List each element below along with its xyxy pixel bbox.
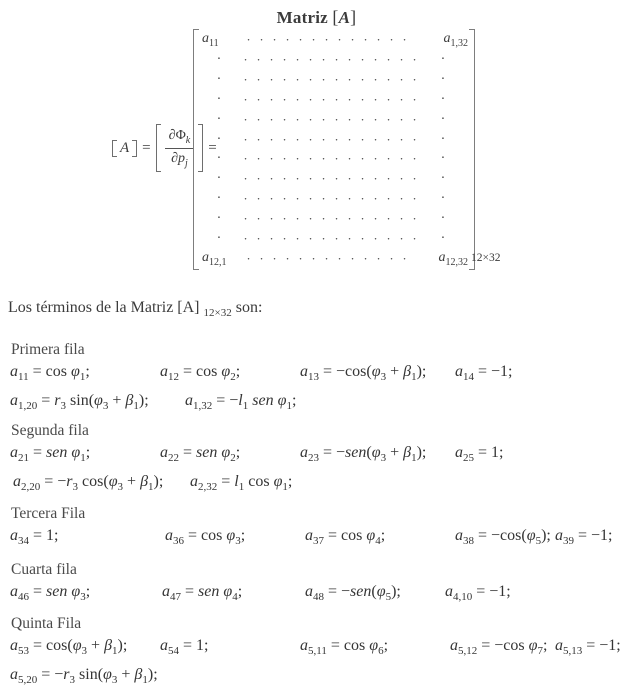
matrix-dot: ·: [363, 32, 368, 47]
matrix-terms-block: [0, 299, 633, 688]
matrix-term: $a_{14} = -1$;: [455, 363, 513, 384]
matrix-dot: ·: [243, 131, 248, 147]
matrix-dot: ·: [282, 191, 287, 207]
matrix-dot-run: [239, 211, 421, 227]
matrix-dot: ·: [324, 32, 329, 47]
equation-line: [0, 442, 633, 471]
matrix-dot: ·: [347, 171, 352, 187]
matrix-dot: ·: [269, 131, 274, 147]
matrix-dot: ·: [399, 51, 404, 67]
matrix-row: [199, 150, 469, 168]
matrix-dot-run: [239, 72, 421, 88]
matrix-row-section: [0, 615, 633, 688]
matrix-dot: ·: [386, 211, 391, 227]
matrix-dot: ·: [298, 32, 303, 47]
matrix-dot: ·: [295, 51, 300, 67]
matrix-dot: ·: [440, 211, 446, 227]
matrix-term: $a_{1,32} = -l_1$ sen $\varphi_1$;: [185, 391, 297, 412]
matrix-dot: ·: [269, 51, 274, 67]
title-bracketed-symbol: [332, 8, 356, 27]
matrix-dot: ·: [373, 51, 378, 67]
matrix-dot: ·: [308, 91, 313, 107]
matrix-term: $a_{2,32} = l_1$ $\cos \varphi_1$;: [190, 472, 293, 493]
matrix-dot: ·: [308, 51, 313, 67]
open-bracket: [: [332, 7, 339, 27]
matrix-dot: ·: [334, 51, 339, 67]
matrix-dot: ·: [282, 231, 287, 247]
matrix-dot: ·: [334, 191, 339, 207]
matrix-row-section: [0, 505, 633, 554]
matrix-dot-run: [239, 171, 421, 187]
row-heading: Tercera Fila: [11, 505, 86, 522]
matrix-dot: ·: [282, 131, 287, 147]
matrix-dot: ·: [321, 191, 326, 207]
matrix-dot: ·: [308, 191, 313, 207]
matrix-dot-run: [239, 231, 421, 247]
matrix-dot: ·: [412, 231, 417, 247]
matrix-dot: ·: [360, 231, 365, 247]
matrix-dot-run: [239, 92, 421, 108]
matrix-dot: ·: [412, 71, 417, 87]
matrix-body: [199, 29, 469, 270]
matrix-dot: ·: [334, 231, 339, 247]
matrix-term: $a_{47}$ = sen $\varphi_4$;: [162, 582, 243, 603]
bracketed-A: [112, 140, 137, 157]
matrix-dot: ·: [269, 171, 274, 187]
matrix-dot: ·: [373, 211, 378, 227]
matrix-term: $a_{46}$ = sen $\varphi_3$;: [10, 582, 91, 603]
matrix-dot: ·: [440, 71, 446, 87]
matrix-term: $a_{25} = 1$;: [455, 444, 504, 465]
matrix-dot: ·: [360, 131, 365, 147]
matrix-symbol: A: [338, 8, 351, 27]
matrix-dot: ·: [440, 151, 446, 167]
matrix-dot: ·: [282, 91, 287, 107]
matrix-term: $a_{39} = -1$;: [555, 527, 613, 548]
matrix-dot: ·: [373, 111, 378, 127]
matrix-dot: ·: [308, 211, 313, 227]
matrix-dot: ·: [216, 151, 222, 167]
matrix-dot: ·: [347, 91, 352, 107]
matrix-dot: ·: [256, 191, 261, 207]
matrix-dot: ·: [308, 151, 313, 167]
matrix-dot: ·: [269, 71, 274, 87]
matrix-dot: ·: [386, 171, 391, 187]
close-bracket: ]: [350, 7, 357, 27]
matrix-dot: ·: [321, 111, 326, 127]
equation-line: [0, 361, 633, 390]
matrix-dot: ·: [308, 111, 313, 127]
matrix-dot: ·: [321, 71, 326, 87]
matrix-term: $a_{11} = \cos \varphi_1$;: [10, 363, 90, 384]
matrix-dot: ·: [246, 32, 251, 47]
matrix-dot: ·: [334, 131, 339, 147]
matrix-dot: ·: [337, 250, 342, 266]
matrix-dot: ·: [269, 191, 274, 207]
matrix-term: $a_{53} = \cos(\varphi_3 + \beta_1)$;: [10, 637, 128, 658]
matrix-row: [199, 91, 469, 109]
matrix-term: $a_{36} = \cos \varphi_3$;: [165, 527, 246, 548]
matrix-dot: ·: [311, 250, 316, 266]
matrix-dot: ·: [295, 151, 300, 167]
matrix-dot: ·: [386, 51, 391, 67]
equation-line: [0, 390, 633, 419]
matrix-dot: ·: [386, 71, 391, 87]
matrix-dot: ·: [412, 51, 417, 67]
matrix-dot: ·: [389, 32, 394, 47]
matrix-dot: ·: [440, 131, 446, 147]
fraction-numerator: $\partial\Phi_k$: [165, 128, 195, 149]
matrix-dot: ·: [321, 51, 326, 67]
matrix-dot: ·: [259, 250, 264, 266]
matrix-term: $a_{2,20} = -r_3$ $\cos(\varphi_3 + \beta_1)$;: [13, 472, 164, 493]
matrix-dot: ·: [269, 111, 274, 127]
matrix-row: [199, 111, 469, 129]
matrix-term: $a_{5,20} = -r_3$ $\sin(\varphi_3 + \beta_1)$;: [10, 665, 158, 686]
matrix-dot: ·: [295, 131, 300, 147]
matrix-dot: ·: [295, 111, 300, 127]
matrix-dot: ·: [399, 171, 404, 187]
matrix-dot: ·: [308, 231, 313, 247]
row-heading: Quinta Fila: [11, 615, 82, 632]
matrix-dot: ·: [243, 91, 248, 107]
matrix-term: $a_{5,13} = -1$;: [555, 637, 621, 658]
matrix-dot: ·: [256, 71, 261, 87]
matrix-row: [199, 131, 469, 149]
matrix-dot: ·: [386, 151, 391, 167]
matrix-dot: ·: [412, 151, 417, 167]
equals-sign: =: [142, 139, 151, 156]
matrix-dot: ·: [386, 231, 391, 247]
matrix-dot: ·: [216, 171, 222, 187]
matrix-term: $a_{22}$ = sen $\varphi_2$;: [160, 444, 241, 465]
matrix-dot: ·: [347, 151, 352, 167]
title-word: Matriz: [276, 8, 328, 27]
matrix-row-section: [0, 561, 633, 610]
matrix-dot: ·: [373, 231, 378, 247]
matrix-dot: ·: [440, 231, 446, 247]
matrix-dot: ·: [347, 131, 352, 147]
matrix-dot: ·: [334, 71, 339, 87]
matrix-row: [199, 210, 469, 228]
matrix-dot: ·: [360, 151, 365, 167]
matrix-dot: ·: [269, 91, 274, 107]
matrix-dot: ·: [216, 131, 222, 147]
matrix-dot: ·: [243, 151, 248, 167]
matrix-dot: ·: [337, 32, 342, 47]
matrix-dot: ·: [295, 191, 300, 207]
row-heading: Primera fila: [11, 341, 85, 358]
matrix-dot-run: [239, 191, 421, 207]
matrix-dot: ·: [282, 71, 287, 87]
matrix-dot: ·: [308, 131, 313, 147]
row-heading: Cuarta fila: [11, 560, 77, 578]
matrix-dot: ·: [350, 250, 355, 266]
matrix-dot: ·: [399, 131, 404, 147]
matrix-dot: ·: [373, 131, 378, 147]
matrix-term: $a_{38} = -\cos(\varphi_5)$;: [455, 527, 551, 548]
matrix-dot: ·: [399, 91, 404, 107]
matrix-dot: ·: [440, 51, 446, 67]
matrix-dot: ·: [246, 250, 251, 266]
matrix-dot: ·: [256, 231, 261, 247]
matrix-dot: ·: [285, 250, 290, 266]
matrix-dot: ·: [373, 91, 378, 107]
matrix-dot: ·: [272, 32, 277, 47]
matrix-dot: ·: [269, 151, 274, 167]
matrix-dot: ·: [243, 231, 248, 247]
matrix-dot: ·: [412, 131, 417, 147]
matrix-dot: ·: [216, 91, 222, 107]
matrix-dot: ·: [386, 131, 391, 147]
matrix-dot: ·: [334, 171, 339, 187]
matrix-dot: ·: [298, 250, 303, 266]
matrix-dot: ·: [334, 151, 339, 167]
matrix-term: $a_{34} = 1$;: [10, 527, 59, 548]
matrix-dot: ·: [295, 91, 300, 107]
matrix-term: $a_{12} = \cos \varphi_2$;: [160, 363, 241, 384]
matrix-dot: ·: [412, 211, 417, 227]
matrix-dot: ·: [334, 211, 339, 227]
matrix-dot: ·: [412, 191, 417, 207]
matrix-term: $a_{23} = -sen(\varphi_3 + \beta_1)$;: [300, 444, 427, 465]
matrix-dot: ·: [360, 51, 365, 67]
matrix-symbol: A: [120, 139, 130, 156]
matrix-dot: ·: [440, 191, 446, 207]
terms-sections: [0, 341, 633, 688]
matrix-dot-run: [239, 52, 421, 68]
matrix-corner-term: $a_{1,32}$: [443, 31, 468, 49]
matrix-dot: ·: [386, 111, 391, 127]
matrix-dot: ·: [440, 91, 446, 107]
partial-derivative-fraction: [165, 128, 195, 169]
matrix-dot: ·: [269, 211, 274, 227]
matrix-dot: ·: [272, 250, 277, 266]
equation-line: [0, 471, 633, 500]
row-heading: Segunda fila: [11, 422, 89, 439]
matrix-dot: ·: [373, 171, 378, 187]
matrix-row: [199, 71, 469, 89]
matrix-corner-term: $a_{12,1}$: [202, 250, 227, 268]
matrix-dot: ·: [412, 171, 417, 187]
matrix-dot: ·: [216, 71, 222, 87]
matrix-term: $a_{13} = -\cos(\varphi_3 + \beta_1)$;: [300, 363, 427, 384]
matrix-dot: ·: [282, 151, 287, 167]
matrix-term: $a_{5,12} = -\cos$ $\varphi_7$;: [450, 637, 548, 658]
matrix-dot: ·: [321, 231, 326, 247]
matrix-dot: ·: [256, 171, 261, 187]
document-title: [0, 7, 633, 28]
matrix-dot: ·: [243, 211, 248, 227]
matrix-dot: ·: [402, 32, 407, 47]
matrix-dot: ·: [243, 191, 248, 207]
matrix-dot: ·: [399, 231, 404, 247]
matrix-dot-run: [239, 151, 421, 167]
matrix-dot-run: [242, 32, 424, 48]
matrix-dot: ·: [347, 191, 352, 207]
matrix-dot: ·: [440, 111, 446, 127]
matrix-dot: ·: [282, 51, 287, 67]
matrix-dot: ·: [376, 250, 381, 266]
matrix-row: [199, 190, 469, 208]
matrix-dot: ·: [347, 51, 352, 67]
matrix-dot: ·: [295, 211, 300, 227]
matrix-term: $a_{1,20} = r_3$ $\sin(\varphi_3 + \beta_1)$;: [10, 391, 149, 412]
matrix-dot: ·: [440, 171, 446, 187]
fraction-denominator: $\partial p_j$: [171, 150, 188, 169]
equation-line: [0, 635, 633, 664]
matrix-dot: ·: [256, 151, 261, 167]
matrix-dot: ·: [399, 211, 404, 227]
matrix-dot: ·: [216, 191, 222, 207]
matrix-dot: ·: [308, 71, 313, 87]
matrix-dot: ·: [399, 151, 404, 167]
matrix-dot: ·: [282, 171, 287, 187]
matrix-dot: ·: [376, 32, 381, 47]
matrix-term: $a_{37} = \cos \varphi_4$;: [305, 527, 386, 548]
matrix-row: [199, 250, 469, 268]
matrix-dot: ·: [399, 111, 404, 127]
matrix-dot-run: [239, 112, 421, 128]
matrix-dot: ·: [386, 191, 391, 207]
matrix-dot: ·: [363, 250, 368, 266]
matrix-dot: ·: [285, 32, 290, 47]
matrix-dot: ·: [347, 211, 352, 227]
matrix-dot: ·: [308, 171, 313, 187]
matrix-dot: ·: [321, 211, 326, 227]
matrix-dot: ·: [386, 91, 391, 107]
matrix-A-grid: [193, 29, 475, 270]
matrix-dot-run: [242, 251, 424, 267]
matrix-dot: ·: [243, 171, 248, 187]
matrix-corner-term: $a_{11}$: [202, 31, 219, 49]
matrix-dot: ·: [399, 191, 404, 207]
equals-sign: =: [208, 139, 217, 156]
matrix-dot: ·: [334, 111, 339, 127]
matrix-dot-run: [239, 132, 421, 148]
matrix-dot: ·: [243, 51, 248, 67]
matrix-dot: ·: [295, 171, 300, 187]
matrix-right-bracket: [469, 29, 475, 270]
matrix-dimensions-subscript: 12×32: [471, 252, 501, 264]
matrix-dot: ·: [324, 250, 329, 266]
matrix-dot: ·: [347, 231, 352, 247]
matrix-dot: ·: [321, 171, 326, 187]
matrix-dot: ·: [216, 111, 222, 127]
matrix-dot: ·: [360, 71, 365, 87]
equation-line: [0, 525, 633, 554]
matrix-dot: ·: [243, 71, 248, 87]
matrix-dot: ·: [360, 191, 365, 207]
matrix-dot: ·: [256, 111, 261, 127]
matrix-dot: ·: [360, 111, 365, 127]
matrix-row: [199, 51, 469, 69]
matrix-dot: ·: [350, 32, 355, 47]
matrix-dot: ·: [321, 131, 326, 147]
matrix-row: [199, 230, 469, 248]
right-bracket: [132, 140, 137, 157]
matrix-row: [199, 31, 469, 49]
matrix-dot: ·: [412, 111, 417, 127]
matrix-dot: ·: [399, 71, 404, 87]
matrix-term: $a_{4,10} = -1$;: [445, 582, 511, 603]
matrix-term: $a_{5,11} = \cos \varphi_6$;: [300, 637, 389, 658]
matrix-dot: ·: [360, 171, 365, 187]
matrix-dot: ·: [373, 191, 378, 207]
matrix-dot: ·: [216, 211, 222, 227]
terms-intro-text: Los términos de la Matriz [A] $_{12\times 32}$ son:: [8, 299, 263, 320]
matrix-dot: ·: [334, 91, 339, 107]
matrix-dot: ·: [360, 211, 365, 227]
matrix-dot: ·: [256, 51, 261, 67]
matrix-dot: ·: [389, 250, 394, 266]
equation-line: [0, 664, 633, 688]
matrix-dot: ·: [269, 231, 274, 247]
matrix-term: $a_{21}$ = sen $\varphi_1$;: [10, 444, 91, 465]
matrix-dot: ·: [347, 111, 352, 127]
matrix-dot: ·: [256, 91, 261, 107]
matrix-dot: ·: [282, 111, 287, 127]
matrix-dot: ·: [321, 151, 326, 167]
matrix-dot: ·: [216, 51, 222, 67]
matrix-dot: ·: [256, 211, 261, 227]
matrix-dot: ·: [412, 91, 417, 107]
matrix-dot: ·: [256, 131, 261, 147]
matrix-term: $a_{48} = -sen(\varphi_5)$;: [305, 582, 401, 603]
equation-line: [0, 581, 633, 610]
matrix-dot: ·: [259, 32, 264, 47]
matrix-dot: ·: [216, 231, 222, 247]
matrix-row-section: [0, 341, 633, 418]
matrix-dot: ·: [243, 111, 248, 127]
matrix-dot: ·: [282, 211, 287, 227]
matrix-dot: ·: [295, 71, 300, 87]
matrix-dot: ·: [321, 91, 326, 107]
matrix-dot: ·: [360, 91, 365, 107]
matrix-dot: ·: [347, 71, 352, 87]
matrix-dot: ·: [373, 71, 378, 87]
matrix-corner-term: $a_{12,32}$: [438, 250, 468, 268]
matrix-dot: ·: [373, 151, 378, 167]
matrix-row-section: [0, 422, 633, 499]
matrix-dot: ·: [402, 250, 407, 266]
matrix-term: $a_{54} = 1$;: [160, 637, 209, 658]
matrix-row: [199, 170, 469, 188]
matrix-dot: ·: [295, 231, 300, 247]
matrix-dot: ·: [311, 32, 316, 47]
